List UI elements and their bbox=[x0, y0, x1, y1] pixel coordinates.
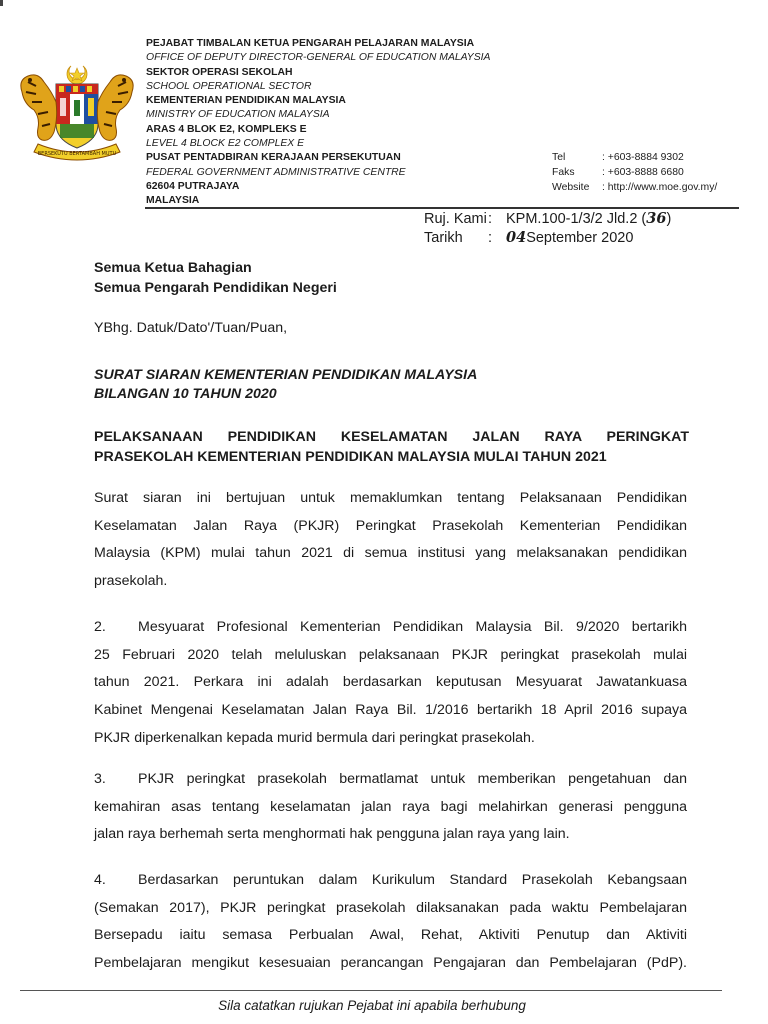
letterhead-line: LEVEL 4 BLOCK E2 COMPLEX E bbox=[146, 138, 305, 150]
fax-value: : +603-8888 6680 bbox=[602, 167, 684, 178]
paragraph-line: Kabinet Mengenai Keselamatan Jalan Raya Bil. 1/2016 bertarikh 18 April 2016 supaya bbox=[94, 702, 687, 719]
circular-title bbox=[94, 366, 477, 404]
paragraph-line: kemahiran asas tentang keselamatan jalan raya bagi melahirkan generasi pengguna bbox=[94, 798, 687, 815]
paragraph-line: Bersepadu iaitu semasa Perbualan Awal, Rehat, Aktiviti Penutup dan Aktiviti bbox=[94, 927, 687, 944]
letterhead-line: SCHOOL OPERATIONAL SECTOR bbox=[146, 80, 312, 92]
tarikh-value: September 2020 bbox=[526, 229, 634, 246]
letterhead-line: MINISTRY OF EDUCATION MALAYSIA bbox=[146, 109, 330, 121]
paragraph-line: Mesyuarat Profesional Kementerian Pendidikan Malaysia Bil. 9/2020 bertarikh bbox=[138, 619, 687, 635]
contact-tel bbox=[552, 150, 717, 165]
date-row bbox=[424, 229, 671, 248]
letterhead-line: OFFICE OF DEPUTY DIRECTOR-GENERAL OF EDUCATION MALAYSIA bbox=[146, 52, 491, 64]
paragraph-line: prasekolah. bbox=[94, 573, 168, 590]
letterhead-line: MALAYSIA bbox=[146, 195, 200, 207]
footer-note bbox=[0, 998, 768, 1013]
letterhead bbox=[146, 37, 546, 209]
paragraph-line: PKJR diperkenalkan kepada murid bermula dari peringkat prasekolah. bbox=[94, 729, 535, 746]
paragraph-number: 4. bbox=[94, 872, 106, 888]
paragraph-3 bbox=[94, 766, 687, 849]
reference-row bbox=[424, 210, 671, 229]
paragraph-2 bbox=[94, 614, 687, 753]
letterhead-line: SEKTOR OPERASI SEKOLAH bbox=[146, 66, 293, 78]
tarikh-handwritten-day: 04 bbox=[506, 228, 527, 246]
letterhead-divider bbox=[145, 207, 739, 209]
salutation: YBhg. Datuk/Dato'/Tuan/Puan, bbox=[94, 320, 288, 336]
footer-divider bbox=[20, 990, 722, 991]
paragraph-first-line bbox=[94, 614, 687, 642]
paragraph-first-line bbox=[94, 766, 687, 794]
malaysia-coat-of-arms-icon bbox=[16, 62, 138, 162]
paragraph-line: jalan raya berhemah serta menghormati hak pengguna jalan raya yang lain. bbox=[94, 826, 570, 843]
letterhead-line: ARAS 4 BLOK E2, KOMPLEKS E bbox=[146, 123, 307, 135]
scan-mark bbox=[0, 0, 3, 6]
website-label: Website bbox=[552, 182, 590, 193]
letterhead-line: FEDERAL GOVERNMENT ADMINISTRATIVE CENTRE bbox=[146, 166, 406, 178]
letterhead-line: PEJABAT TIMBALAN KETUA PENGARAH PELAJARAN MALAYSIA bbox=[146, 38, 475, 49]
crest-motto: BERSEKUTU BERTAMBAH MUTU bbox=[37, 151, 117, 157]
reference-block bbox=[424, 210, 671, 247]
letterhead-line: KEMENTERIAN PENDIDIKAN MALAYSIA bbox=[146, 95, 346, 107]
subject-line: PELAKSANAAN PENDIDIKAN KESELAMATAN JALAN RAYA PERINGKAT bbox=[94, 429, 689, 445]
addressee-line: Semua Pengarah Pendidikan Negeri bbox=[94, 280, 337, 296]
addressee-line: Semua Ketua Bahagian bbox=[94, 260, 252, 276]
fax-label: Faks bbox=[552, 167, 575, 178]
paragraph-line: (Semakan 2017), PKJR peringkat prasekolah dilaksanakan pada waktu Pembelajaran bbox=[94, 899, 687, 916]
subject-heading bbox=[94, 427, 689, 467]
letterhead-line: 62604 PUTRAJAYA bbox=[146, 180, 240, 192]
paragraph-line: Pembelajaran mengikut kesesuaian perancangan Pengajaran dan Pembelajaran (PdP). bbox=[94, 955, 687, 972]
tarikh-label: Tarikh bbox=[424, 229, 463, 246]
ruj-value: KPM.100-1/3/2 Jld.2 ( bbox=[506, 211, 647, 227]
paragraph-line: Malaysia (KPM) mulai tahun 2021 di semua institusi yang melaksanakan pendidikan bbox=[94, 545, 687, 562]
paragraph-line: PKJR peringkat prasekolah bermatlamat untuk memberikan pengetahuan dan bbox=[138, 771, 687, 787]
paragraph-line: Surat siaran ini bertujuan untuk memaklumkan tentang Pelaksanaan Pendidikan bbox=[94, 490, 687, 506]
contact-website bbox=[552, 180, 717, 195]
ruj-handwritten-number: 36 bbox=[646, 210, 667, 227]
circular-number-line: BILANGAN 10 TAHUN 2020 bbox=[94, 386, 277, 402]
subject-line: PRASEKOLAH KEMENTERIAN PENDIDIKAN MALAYSIA MULAI TAHUN 2021 bbox=[94, 449, 607, 465]
ruj-colon: : bbox=[488, 211, 493, 227]
paragraph-line: Berdasarkan peruntukan dalam Kurikulum Standard Prasekolah Kebangsaan bbox=[138, 872, 687, 888]
ruj-close: ) bbox=[666, 211, 672, 227]
contact-fax bbox=[552, 165, 717, 180]
circular-title-line: SURAT SIARAN KEMENTERIAN PENDIDIKAN MALAYSIA bbox=[94, 367, 478, 383]
tel-label: Tel bbox=[552, 152, 566, 163]
paragraph-1 bbox=[94, 485, 687, 596]
tel-value: : +603-8884 9302 bbox=[602, 152, 684, 163]
letterhead-line: PUSAT PENTADBIRAN KERAJAAN PERSEKUTUAN bbox=[146, 152, 401, 164]
paragraph-number: 2. bbox=[94, 619, 106, 635]
addressee bbox=[94, 258, 337, 298]
paragraph-line: 25 Februari 2020 telah meluluskan pelaksanaan PKJR peringkat prasekolah mulai bbox=[94, 646, 687, 663]
paragraph-4 bbox=[94, 867, 687, 978]
paragraph-number: 3. bbox=[94, 771, 106, 787]
paragraph-first-line bbox=[94, 867, 687, 895]
website-value: : http://www.moe.gov.my/ bbox=[602, 182, 718, 193]
ruj-label: Ruj. Kami bbox=[424, 211, 487, 227]
tarikh-colon: : bbox=[488, 229, 493, 246]
footer-note-text: Sila catatkan rujukan Pejabat ini apabila berhubung bbox=[218, 998, 526, 1013]
paragraph-line: Keselamatan Jalan Raya (PKJR) Peringkat Prasekolah Kementerian Pendidikan bbox=[94, 517, 687, 534]
contact-block bbox=[552, 150, 717, 195]
paragraph-line: tahun 2021. Perkara ini adalah berdasarkan keputusan Mesyuarat Jawatankuasa bbox=[94, 674, 687, 691]
